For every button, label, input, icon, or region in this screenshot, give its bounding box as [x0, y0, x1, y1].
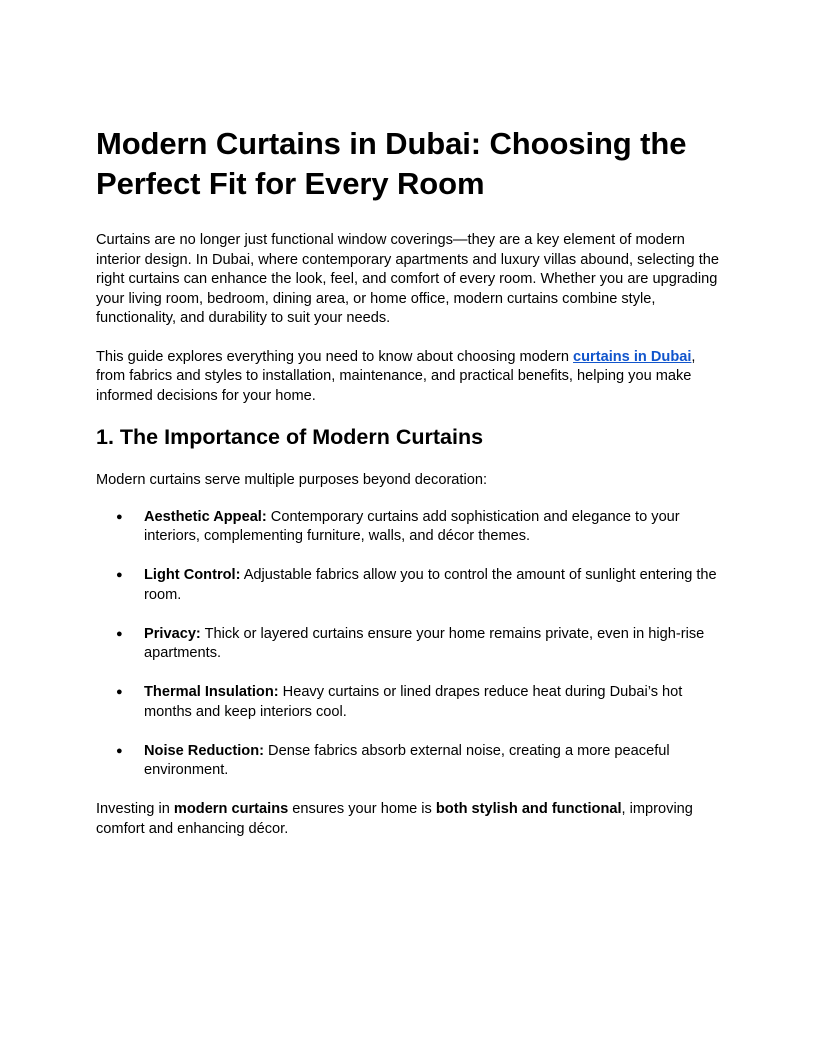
list-item-text: Dense fabrics absorb external noise, creating a more peaceful environment. — [144, 742, 670, 778]
section-heading-importance: 1. The Importance of Modern Curtains — [96, 425, 484, 449]
intro-paragraph: Curtains are no longer just functional window coverings—they are a key element of modern interior design. In Dubai, where contemporary apartments and luxury villas abound, selecting the right curtains can enhance the look, feel, and comfort of every room. Whether you are upgrading your living room, bedroom, dining area, or home office, modern curtains combine style, functionality, and durability to suit your needs. — [96, 232, 720, 326]
closing-text-1: Investing in — [96, 801, 174, 817]
closing-text-3: , improving comfort and enhancing décor. — [96, 801, 693, 837]
list-item — [96, 508, 724, 547]
guide-paragraph — [96, 348, 724, 407]
list-item-text: Adjustable fabrics allow you to control the amount of sunlight entering the room. — [144, 567, 717, 603]
list-item — [96, 566, 724, 605]
closing-paragraph — [96, 800, 724, 839]
list-item — [96, 742, 724, 781]
curtains-in-dubai-link[interactable]: curtains in Dubai — [573, 348, 692, 365]
list-item-term: Light Control: — [144, 567, 241, 583]
list-item-term: Aesthetic Appeal: — [144, 508, 267, 525]
list-item-text: Thick or layered curtains ensure your home remains private, even in high-rise apartments. — [144, 625, 705, 661]
guide-text-after-link: , from fabrics and styles to installation, maintenance, and practical benefits, helping you make informed decisions for your home. — [96, 348, 696, 404]
closing-bold-2: both stylish and functional — [435, 801, 622, 817]
document-title: Modern Curtains in Dubai: Choosing the Perfect Fit for Every Room — [96, 126, 687, 201]
list-item — [96, 683, 724, 722]
document-page — [96, 124, 724, 839]
bullet-icon: ● — [116, 686, 123, 698]
list-item-term: Privacy: — [144, 625, 201, 642]
list-item-term: Noise Reduction: — [144, 742, 264, 759]
benefits-list — [96, 508, 724, 781]
section-lead: Modern curtains serve multiple purposes beyond decoration: — [96, 472, 488, 488]
bullet-icon: ● — [116, 569, 123, 581]
list-item-text: Heavy curtains or lined drapes reduce heat during Dubai’s hot months and keep interiors cool. — [144, 684, 683, 720]
bullet-icon: ● — [116, 627, 123, 640]
bullet-icon: ● — [116, 510, 123, 523]
list-item-term: Thermal Insulation: — [144, 684, 279, 700]
closing-text-2: ensures your home is — [288, 801, 436, 817]
list-item-text: Contemporary curtains add sophistication and elegance to your interiors, complementing furniture, walls, and décor themes. — [144, 508, 680, 544]
guide-text-before-link: This guide explores everything you need to know about choosing modern — [96, 348, 574, 365]
list-item — [96, 625, 724, 664]
closing-bold-1: modern curtains — [173, 801, 289, 817]
bullet-icon: ● — [116, 744, 123, 757]
